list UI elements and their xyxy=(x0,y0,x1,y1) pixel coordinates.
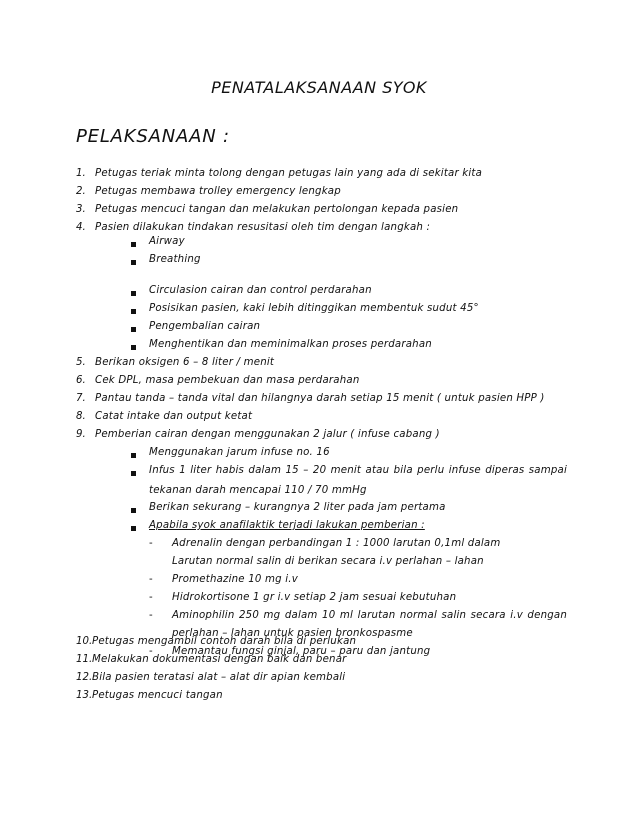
bullet-text: Circulasion cairan dan control perdarahan xyxy=(149,285,372,296)
step-text: Pasien dilakukan tindakan resusitasi oleh tim dengan langkah : xyxy=(95,222,431,233)
subitem-text: Memantau fungsi ginjal, paru – paru dan jantung xyxy=(172,646,431,657)
bullet-text: Airway xyxy=(149,236,185,247)
bullet-marker xyxy=(131,260,136,265)
dash-marker: - xyxy=(149,592,153,603)
step-number: 9. xyxy=(76,429,86,440)
step-text: Petugas mengambil contoh darah bila di perlukan xyxy=(92,636,357,647)
step-text: Berikan oksigen 6 – 8 liter / menit xyxy=(95,357,275,368)
section-heading: PELAKSANAAN : xyxy=(76,126,230,147)
subitem-text: Aminophilin 250 mg dalam 10 ml larutan normal salin secara i.v dengan xyxy=(172,610,567,621)
step-number: 8. xyxy=(76,411,86,422)
bullet-marker xyxy=(131,453,136,458)
step-number: 2. xyxy=(76,186,86,197)
step-text: Pantau tanda – tanda vital dan hilangnya darah setiap 15 menit ( untuk pasien HPP ) xyxy=(95,393,545,404)
step-text: Cek DPL, masa pembekuan dan masa perdarahan xyxy=(95,375,360,386)
dash-marker: - xyxy=(149,610,153,621)
bullet-text: Menggunakan jarum infuse no. 16 xyxy=(149,447,330,458)
bullet-marker xyxy=(131,345,136,350)
step-text: Petugas mencuci tangan dan melakukan pertolongan kepada pasien xyxy=(95,204,459,215)
bullet-text: Apabila syok anafilaktik terjadi lakukan pemberian : xyxy=(149,520,425,531)
bullet-text: Breathing xyxy=(149,254,201,265)
step-number: 12. xyxy=(76,672,93,683)
step-number: 1. xyxy=(76,168,86,179)
bullet-text-continued: tekanan darah mencapai 110 / 70 mmHg xyxy=(149,485,367,496)
bullet-marker xyxy=(131,242,136,247)
step-text: Bila pasien teratasi alat – alat dir apian kembali xyxy=(92,672,346,683)
subitem-text: Hidrokortisone 1 gr i.v setiap 2 jam sesuai kebutuhan xyxy=(172,592,457,603)
step-number: 3. xyxy=(76,204,86,215)
bullet-text: Pengembalian cairan xyxy=(149,321,261,332)
step-number: 4. xyxy=(76,222,86,233)
dash-marker: - xyxy=(149,538,153,549)
bullet-marker xyxy=(131,291,136,296)
bullet-marker xyxy=(131,508,136,513)
step-number: 6. xyxy=(76,375,86,386)
step-number: 7. xyxy=(76,393,86,404)
document-title: PENATALAKSANAAN SYOK xyxy=(211,78,427,97)
step-number: 5. xyxy=(76,357,86,368)
step-text: Catat intake dan output ketat xyxy=(95,411,253,422)
subitem-text: Promethazine 10 mg i.v xyxy=(172,574,298,585)
step-text: Petugas teriak minta tolong dengan petugas lain yang ada di sekitar kita xyxy=(95,168,483,179)
step-number: 11. xyxy=(76,654,93,665)
subitem-text: Adrenalin dengan perbandingan 1 : 1000 larutan 0,1ml dalam xyxy=(172,538,501,549)
dash-marker: - xyxy=(149,646,153,657)
step-text: Petugas membawa trolley emergency lengkap xyxy=(95,186,341,197)
step-text: Pemberian cairan dengan menggunakan 2 jalur ( infuse cabang ) xyxy=(95,429,440,440)
bullet-text: Berikan sekurang – kurangnya 2 liter pada jam pertama xyxy=(149,502,446,513)
bullet-marker xyxy=(131,471,136,476)
bullet-marker xyxy=(131,309,136,314)
bullet-marker xyxy=(131,327,136,332)
bullet-text: Infus 1 liter habis dalam 15 – 20 menit atau bila perlu infuse diperas sampai xyxy=(149,465,567,476)
step-number: 10. xyxy=(76,636,93,647)
bullet-text: Menghentikan dan meminimalkan proses perdarahan xyxy=(149,339,432,350)
subitem-text-continued: perlahan – lahan untuk pasien bronkospasme xyxy=(172,628,413,639)
step-number: 13. xyxy=(76,690,93,701)
subitem-text-continued: Larutan normal salin di berikan secara i.v perlahan – lahan xyxy=(172,556,484,567)
step-text: Melakukan dokumentasi dengan baik dan benar xyxy=(92,654,347,665)
dash-marker: - xyxy=(149,574,153,585)
bullet-text: Posisikan pasien, kaki lebih ditinggikan membentuk sudut 45° xyxy=(149,303,479,314)
bullet-marker xyxy=(131,526,136,531)
step-text: Petugas mencuci tangan xyxy=(92,690,223,701)
